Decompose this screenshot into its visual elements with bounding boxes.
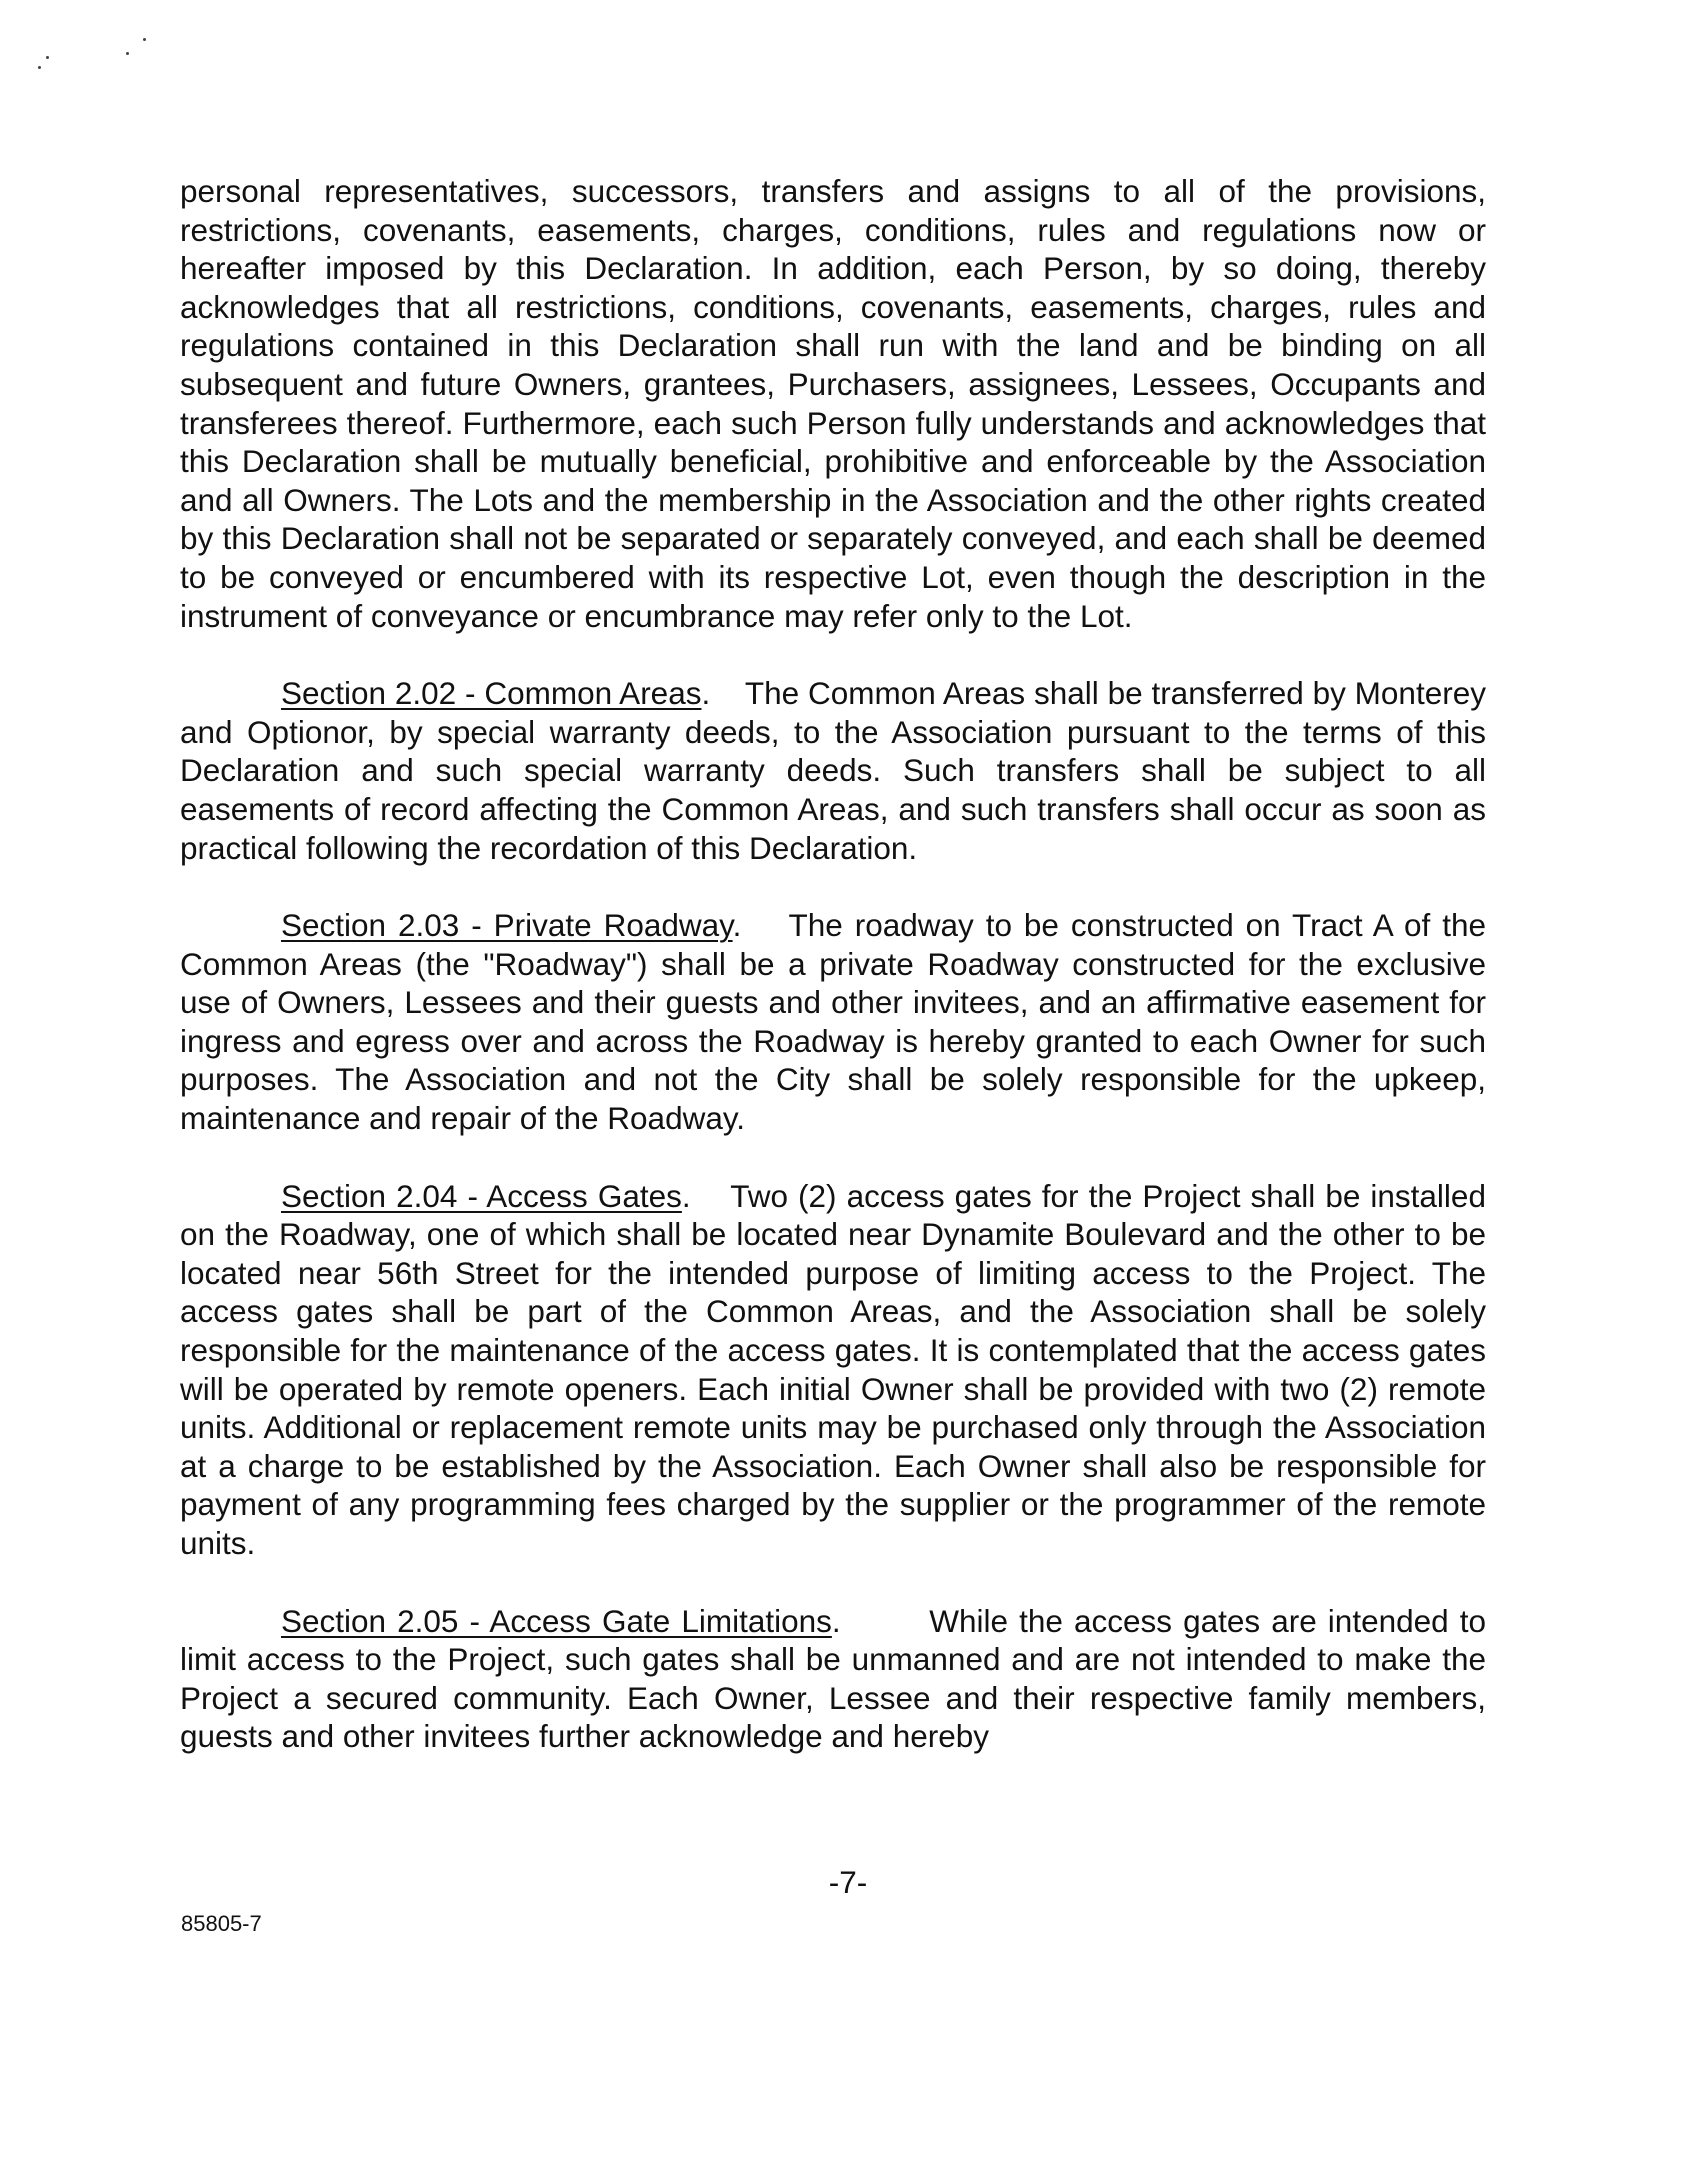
scan-speck xyxy=(143,38,146,41)
section-heading: Section 2.05 - Access Gate Limitations xyxy=(281,1602,832,1639)
section-heading: Section 2.02 - Common Areas xyxy=(281,675,702,712)
paragraph-text: Two (2) access gates for the Project shall be installed on the Roadway, one of which shall be located near Dynamite Boulevard and the other to be located near 56th Street for the intended purpose of limiting access to the Project. The access gates shall be part of the Common Areas, and the Association shall be solely responsible for the maintenance of the access gates. It is contemplated that the access gates will be operated by remote openers. Each initial Owner shall be provided with two (2) remote units. Additional or replacement remote units may be purchased only through the Association at a charge to be established by the Association. Each Owner shall also be responsible for payment of any programming fees charged by the supplier or the programmer of the remote units. xyxy=(180,1177,1486,1561)
section-2-04-paragraph: Section 2.04 - Access Gates. Two (2) access gates for the Project shall be installed on the Roadway, one of which shall be located near Dynamite Boulevard and the other to be located near 56th Street for the intended purpose of limiting access to the Project. The access gates shall be part of the Common Areas, and the Association shall be solely responsible for the maintenance of the access gates. It is contemplated that the access gates will be operated by remote openers. Each initial Owner shall be provided with two (2) remote units. Additional or replacement remote units may be purchased only through the Association at a charge to be established by the Association. Each Owner shall also be responsible for payment of any programming fees charged by the supplier or the programmer of the remote units. xyxy=(180,1177,1486,1561)
scan-speck xyxy=(38,66,41,69)
section-heading: Section 2.04 - Access Gates xyxy=(281,1177,682,1214)
section-2-02-paragraph: Section 2.02 - Common Areas. The Common Areas shall be transferred by Monterey and Optionor, by special warranty deeds, to the Association pursuant to the terms of this Declaration and such special warranty deeds. Such transfers shall be subject to all easements of record affecting the Common Areas, and such transfers shall occur as soon as practical following the recordation of this Declaration. xyxy=(180,675,1486,866)
scan-speck xyxy=(46,56,49,59)
document-id: 85805-7 xyxy=(181,1911,262,1936)
section-heading: Section 2.03 - Private Roadway xyxy=(281,907,733,944)
page-number: -7- xyxy=(828,1864,868,1900)
paragraph-text: The roadway to be constructed on Tract A of the Common Areas (the "Roadway") shall be a private Roadway constructed for the exclusive use of Owners, Lessees and their guests and other invitees, and an affirmative easement for ingress and egress over and across the Roadway is hereby granted to each Owner for such purposes. The Association and not the City shall be solely responsible for the upkeep, maintenance and repair of the Roadway. xyxy=(180,907,1486,1137)
paragraph-continuation xyxy=(180,172,1486,635)
scan-speck xyxy=(126,52,129,55)
document-body xyxy=(180,172,1486,1795)
paragraph-text: While the access gates are intended to limit access to the Project, such gates shall be unmanned and are not intended to make the Project a secured community. Each Owner, Lessee and their respective family members, guests and other invitees further acknowledge and hereby xyxy=(180,1602,1487,1755)
paragraph-text: The Common Areas shall be transferred by Monterey and Optionor, by special warranty deeds, to the Association pursuant to the terms of this Declaration and such special warranty deeds. Such transfers shall be subject to all easements of record affecting the Common Areas, and such transfers shall occur as soon as practical following the recordation of this Declaration. xyxy=(180,675,1486,866)
section-2-03-paragraph: Section 2.03 - Private Roadway. The roadway to be constructed on Tract A of the Common Areas (the "Roadway") shall be a private Roadway constructed for the exclusive use of Owners, Lessees and their guests and other invitees, and an affirmative easement for ingress and egress over and across the Roadway is hereby granted to each Owner for such purposes. The Association and not the City shall be solely responsible for the upkeep, maintenance and repair of the Roadway. xyxy=(180,907,1486,1137)
paragraph-text: personal representatives, successors, transfers and assigns to all of the provisions, restrictions, covenants, easements, charges, conditions, rules and regulations now or hereafter imposed by this Declaration. In addition, each Person, by so doing, thereby acknowledges that all restrictions, conditions, covenants, easements, charges, rules and regulations contained in this Declaration shall run with the land and be binding on all subsequent and future Owners, grantees, Purchasers, assignees, Lessees, Occupants and transferees thereof. Furthermore, each such Person fully understands and acknowledges that this Declaration shall be mutually beneficial, prohibitive and enforceable by the Association and all Owners. The Lots and the membership in the Association and the other rights created by this Declaration shall not be separated or separately conveyed, and each shall be deemed to be conveyed or encumbered with its respective Lot, even though the description in the instrument of conveyance or encumbrance may refer only to the Lot. xyxy=(180,173,1486,634)
section-2-05-paragraph: Section 2.05 - Access Gate Limitations. While the access gates are intended to limit access to the Project, such gates shall be unmanned and are not intended to make the Project a secured community. Each Owner, Lessee and their respective family members, guests and other invitees further acknowledge and hereby xyxy=(180,1602,1487,1755)
